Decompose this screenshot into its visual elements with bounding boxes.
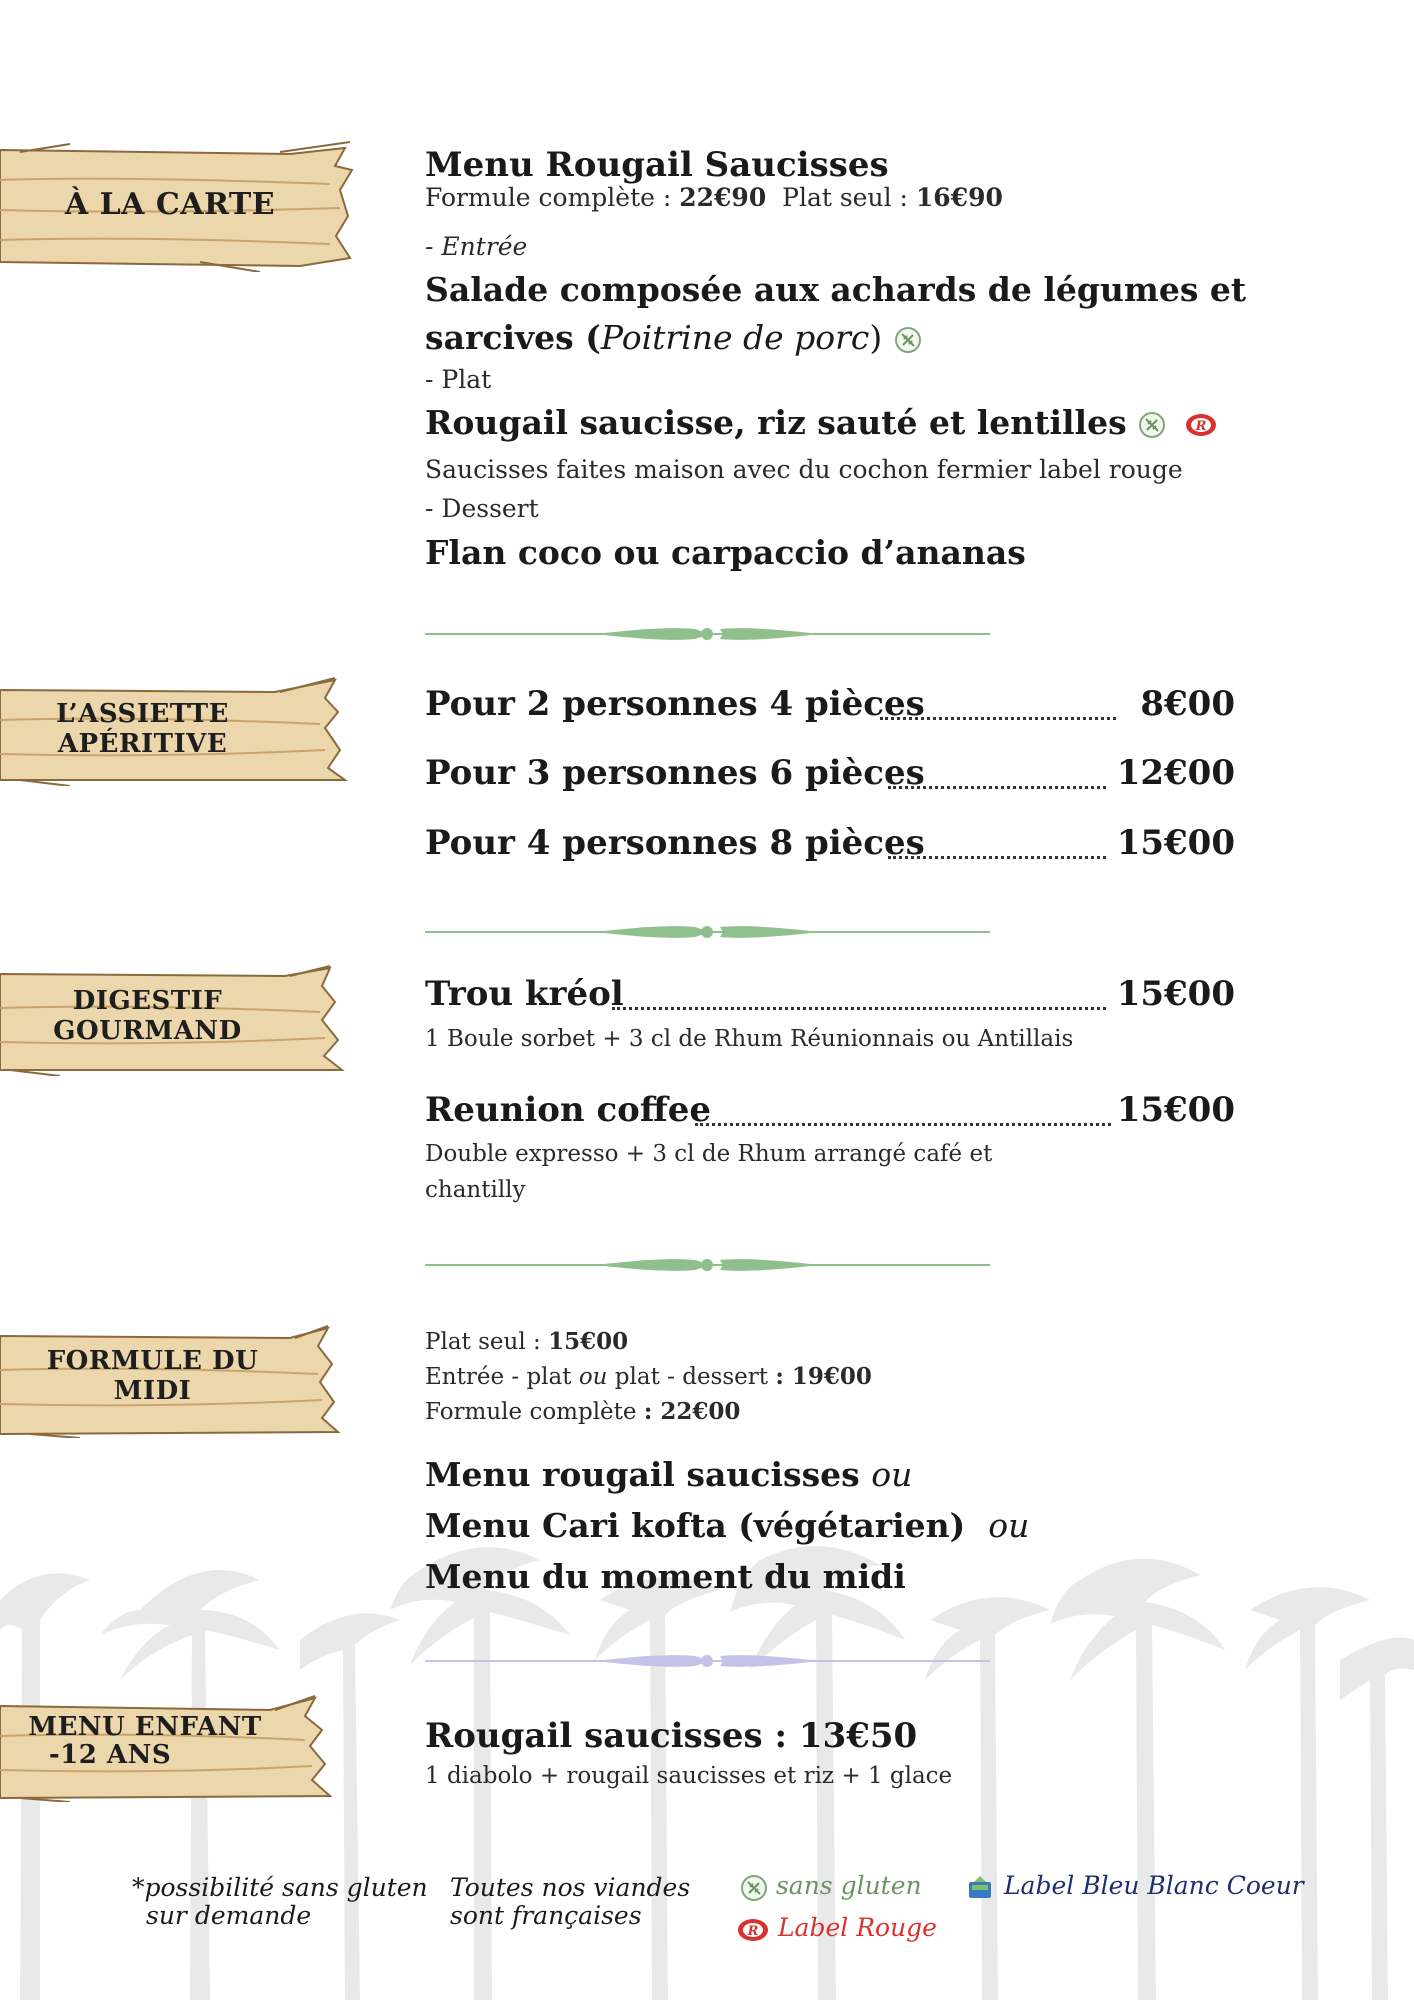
footer-viandes-line2: sont françaises — [450, 1901, 642, 1930]
midi-combo-ou: ou — [578, 1364, 608, 1390]
assiette-item-label: Pour 2 personnes 4 pièces — [425, 684, 925, 724]
midi-complete-sep: : — [643, 1398, 661, 1425]
gluten-free-icon — [894, 326, 922, 354]
formula-price: 22€90 — [679, 183, 767, 212]
sign-label: À LA CARTE — [64, 187, 276, 222]
entree-dish-bold: sarcives ( — [425, 318, 601, 357]
bleu-blanc-coeur-icon — [966, 1874, 996, 1902]
label-rouge-icon — [736, 1916, 770, 1944]
footer-gluten-note — [132, 1874, 428, 1930]
dot-leader — [612, 1007, 1106, 1010]
midi-menu-1-text: Menu rougail saucisses — [425, 1455, 860, 1494]
midi-menu-2-text: Menu Cari kofta (végétarien) — [425, 1506, 966, 1545]
footer-viandes-note — [450, 1874, 690, 1930]
midi-combo-b: plat - dessert — [607, 1364, 776, 1390]
sign-label-line2: MIDI — [113, 1376, 192, 1406]
dot-leader — [695, 1123, 1111, 1126]
sign-label-line2: -12 ANS — [48, 1740, 172, 1770]
dessert-course-label: - Dessert — [425, 494, 539, 523]
midi-combo — [425, 1363, 872, 1390]
plat-dish — [425, 403, 1218, 442]
gluten-free-icon — [1138, 411, 1166, 439]
sign-a-la-carte — [0, 140, 370, 272]
digestif-item-price: 15€00 — [1116, 974, 1235, 1014]
footer-gluten-note-line1: *possibilité sans gluten — [132, 1873, 428, 1902]
gluten-free-icon — [740, 1874, 768, 1902]
midi-plat-label: Plat seul : — [425, 1329, 549, 1355]
svg-text:R: R — [747, 1923, 759, 1939]
midi-complete — [425, 1398, 740, 1425]
sign-label-line1: DIGESTIF — [72, 986, 223, 1016]
assiette-item-label: Pour 3 personnes 6 pièces — [425, 753, 925, 793]
section-divider — [425, 1253, 990, 1277]
midi-combo-a: Entrée - plat — [425, 1364, 579, 1390]
midi-complete-label: Formule complète — [425, 1399, 644, 1425]
midi-menu-ou: ou — [988, 1506, 1030, 1545]
sign-menu-enfant — [0, 1694, 340, 1802]
formula-label: Formule complète : — [425, 183, 680, 212]
sign-label-line2: GOURMAND — [53, 1016, 242, 1046]
dot-leader — [888, 786, 1106, 789]
plat-seul-price: 16€90 — [915, 183, 1003, 212]
section-divider — [425, 920, 990, 944]
svg-text:R: R — [1195, 419, 1207, 434]
midi-complete-price: 22€00 — [660, 1398, 741, 1425]
sign-formule-du-midi — [0, 1324, 345, 1438]
footer-gluten-note-line2: sur demande — [146, 1901, 312, 1930]
midi-plat-seul — [425, 1328, 628, 1355]
legend-gluten-text: sans gluten — [775, 1871, 922, 1900]
digestif-item-desc-line2: chantilly — [425, 1177, 526, 1203]
dot-leader — [888, 856, 1106, 859]
legend-label-rouge — [736, 1914, 937, 1944]
entree-dish-line2 — [425, 318, 922, 357]
entree-course-label: - Entrée — [425, 232, 528, 261]
digestif-item-desc: Double expresso + 3 cl de Rhum arrangé café et — [425, 1141, 993, 1167]
entree-dish-line1: Salade composée aux achards de légumes et — [425, 270, 1247, 309]
sign-label-line2: APÉRITIVE — [57, 729, 228, 759]
plat-dish-text: Rougail saucisse, riz sauté et lentilles — [425, 403, 1127, 442]
dessert-dish: Flan coco ou carpaccio d’ananas — [425, 533, 1026, 572]
midi-menu-3: Menu du moment du midi — [425, 1557, 906, 1596]
plat-course-label: - Plat — [425, 365, 492, 394]
formula-line — [425, 183, 1003, 212]
assiette-item-price: 8€00 — [1140, 684, 1235, 724]
sign-label-line1: L’ASSIETTE — [56, 699, 229, 729]
plat-seul-label: Plat seul : — [782, 183, 916, 212]
midi-combo-price: 19€00 — [791, 1363, 872, 1390]
midi-combo-sep: : — [775, 1363, 792, 1390]
midi-menu-1 — [425, 1455, 912, 1494]
section-divider — [425, 622, 990, 646]
assiette-item-price: 15€00 — [1116, 823, 1235, 863]
dot-leader — [880, 717, 1116, 720]
footer-viandes-line1: Toutes nos viandes — [450, 1873, 691, 1902]
legend-bleu-blanc-coeur — [966, 1872, 1304, 1902]
legend-label-rouge-text: Label Rouge — [777, 1913, 937, 1942]
digestif-item-price: 15€00 — [1116, 1090, 1235, 1130]
legend-gluten — [740, 1872, 922, 1902]
midi-menu-2 — [425, 1506, 1029, 1545]
sign-label-line1: FORMULE DU — [46, 1346, 259, 1376]
assiette-item-label: Pour 4 personnes 8 pièces — [425, 823, 925, 863]
enfant-title: Rougail saucisses : 13€50 — [425, 1716, 918, 1756]
assiette-item-price: 12€00 — [1116, 753, 1235, 793]
sign-assiette-aperitive — [0, 676, 350, 786]
enfant-desc: 1 diabolo + rougail saucisses et riz + 1 glace — [425, 1763, 953, 1789]
entree-dish-italic: Poitrine de porc — [600, 318, 870, 357]
plat-note: Saucisses faites maison avec du cochon fermier label rouge — [425, 455, 1183, 484]
entree-dish-end: ) — [869, 318, 883, 357]
digestif-item-label: Reunion coffee — [425, 1090, 712, 1130]
midi-menu-ou: ou — [871, 1455, 913, 1494]
sign-digestif-gourmand — [0, 962, 350, 1076]
midi-plat-price: 15€00 — [548, 1328, 629, 1355]
sign-label-line1: MENU ENFANT — [28, 1712, 262, 1742]
menu-title: Menu Rougail Saucisses — [425, 145, 889, 185]
legend-bbc-text: Label Bleu Blanc Coeur — [1003, 1871, 1304, 1900]
digestif-item-label: Trou kréol — [425, 974, 624, 1014]
digestif-item-desc: 1 Boule sorbet + 3 cl de Rhum Réunionnais ou Antillais — [425, 1026, 1074, 1052]
section-divider — [425, 1649, 990, 1673]
label-rouge-icon — [1184, 411, 1218, 439]
